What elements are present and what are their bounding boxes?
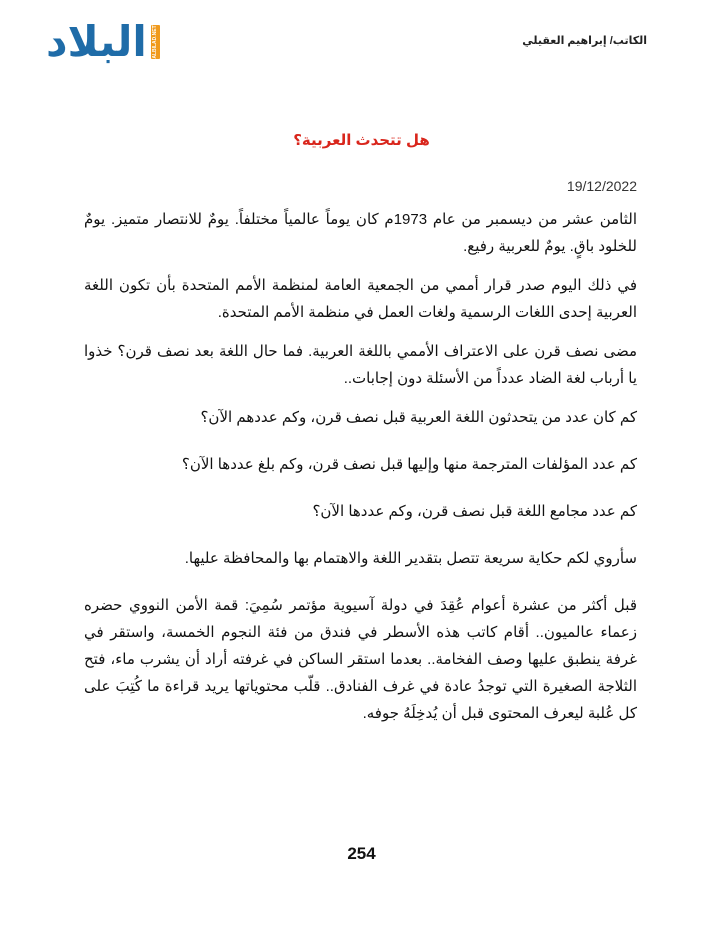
- paragraph: في ذلك اليوم صدر قرار أممي من الجمعية العامة لمنظمة الأمم المتحدة بأن تكون اللغة العربية إحدى اللغات الرسمية ولغات العمل في منظمة الأمم المتحدة.: [84, 277, 637, 321]
- logo-tag: [151, 25, 160, 59]
- logo: [46, 14, 178, 70]
- paragraph: سأروي لكم حكاية سريعة تتصل بتقدير اللغة والاهتمام بها والمحافظة عليها.: [184, 550, 637, 567]
- paragraph: كم عدد المؤلفات المترجمة منها وإليها قبل نصف قرن، وكم بلغ عددها الآن؟: [181, 456, 637, 473]
- paragraph: مضى نصف قرن على الاعتراف الأممي باللغة العربية. فما حال اللغة بعد نصف قرن؟ خذوا يا أرباب لغة الضاد عدداً من الأسئلة دون إجابات..: [84, 343, 637, 387]
- logo-text: البلاد: [46, 17, 147, 66]
- author-line: الكاتب/ إبراهيم العقيلي: [522, 35, 647, 47]
- logo-tag-text: ALBILAD.NET: [152, 25, 159, 59]
- article-title: هل تتحدث العربية؟: [293, 132, 430, 149]
- article-date: 19/12/2022: [566, 178, 637, 194]
- paragraph: الثامن عشر من ديسمبر من عام 1973م كان يوماً عالمياً مختلفاً. يومٌ للانتصار متميز. يومٌ للخلود باقٍ. يومٌ للعربية رفيع.: [84, 211, 637, 255]
- paragraph: كم كان عدد من يتحدثون اللغة العربية قبل نصف قرن، وكم عددهم الآن؟: [200, 409, 637, 426]
- article-body: [84, 206, 637, 739]
- page-number: 254: [347, 844, 376, 863]
- paragraph: كم عدد مجامع اللغة قبل نصف قرن، وكم عددها الآن؟: [312, 503, 637, 520]
- paragraph: قبل أكثر من عشرة أعوام عُقِدَ في دولة آسيوية مؤتمر سُمِيَ: قمة الأمن النووي حضره زعماء عالميون.. أقام كاتب هذه الأسطر في فندق من فئة النجوم الخمسة، واستقر في غرفة ينطبق عليها وصف الفخامة.. بعدما استقر الساكن في غرفته أراد أن يشرب ماء، فتح الثلاجة الصغيرة التي توجدُ عادة في غرف الفنادق.. قلّب محتوياتها يريد قراءة ما كُتِبَ على كل عُلبة ليعرف المحتوى قبل أن يُدخِلَهُ جوفه.: [84, 597, 637, 722]
